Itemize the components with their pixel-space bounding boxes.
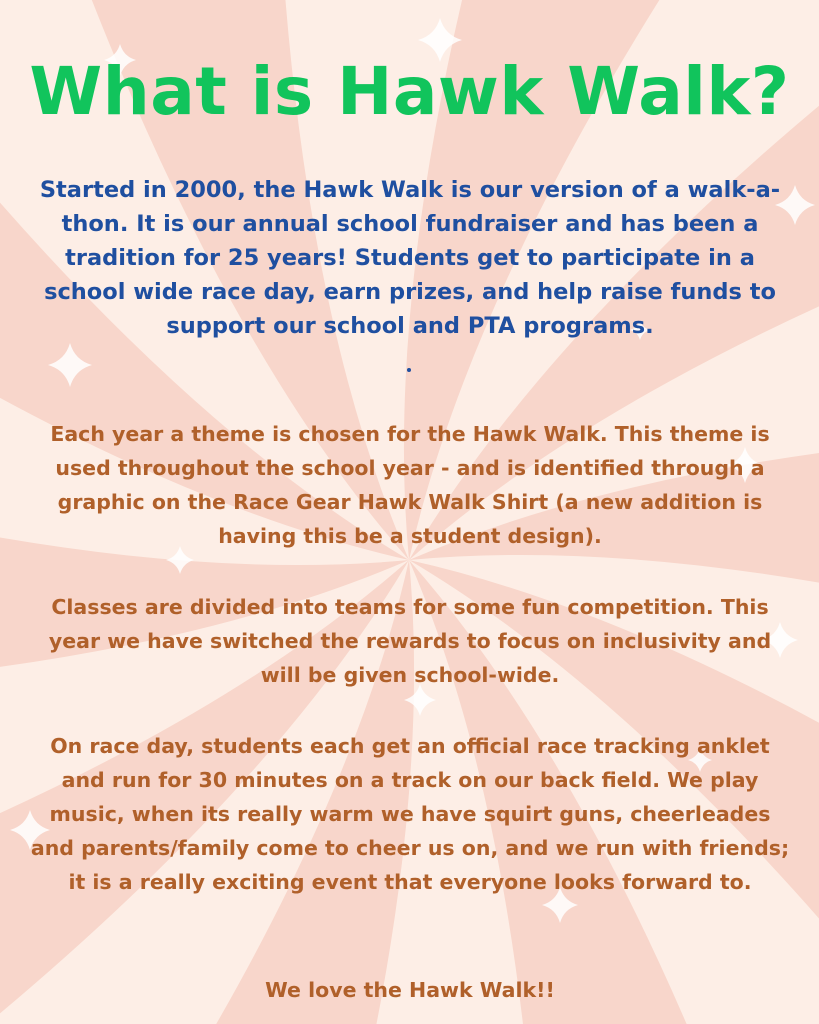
teams-paragraph: Classes are divided into teams for some fun competition. This year we have switched the rewards to focus on inclusivity and will be given school-wide. (48, 595, 772, 687)
page-title: What is Hawk Walk? (29, 53, 790, 130)
race-day-paragraph: On race day, students each get an official race tracking anklet and run for 30 minutes on a track on our back field. We play music, when its really warm we have squirt guns, cheerleades and parents/family come to cheer us on, and we run with friends; it is a really exciting event that everyone looks forward to. (30, 734, 790, 894)
separator-dot (407, 368, 411, 372)
closing-line: We love the Hawk Walk!! (265, 978, 555, 1002)
theme-paragraph: Each year a theme is chosen for the Hawk Walk. This theme is used throughout the school year - and is identified through a graphic on the Race Gear Hawk Walk Shirt (a new addition is having this be a student design). (50, 422, 770, 548)
intro-paragraph: Started in 2000, the Hawk Walk is our version of a walk-a-thon. It is our annual school fundraiser and has been a tradition for 25 years! Students get to participate in a school wide race day, earn prizes, and help raise funds to support our school and PTA programs. (39, 177, 781, 339)
